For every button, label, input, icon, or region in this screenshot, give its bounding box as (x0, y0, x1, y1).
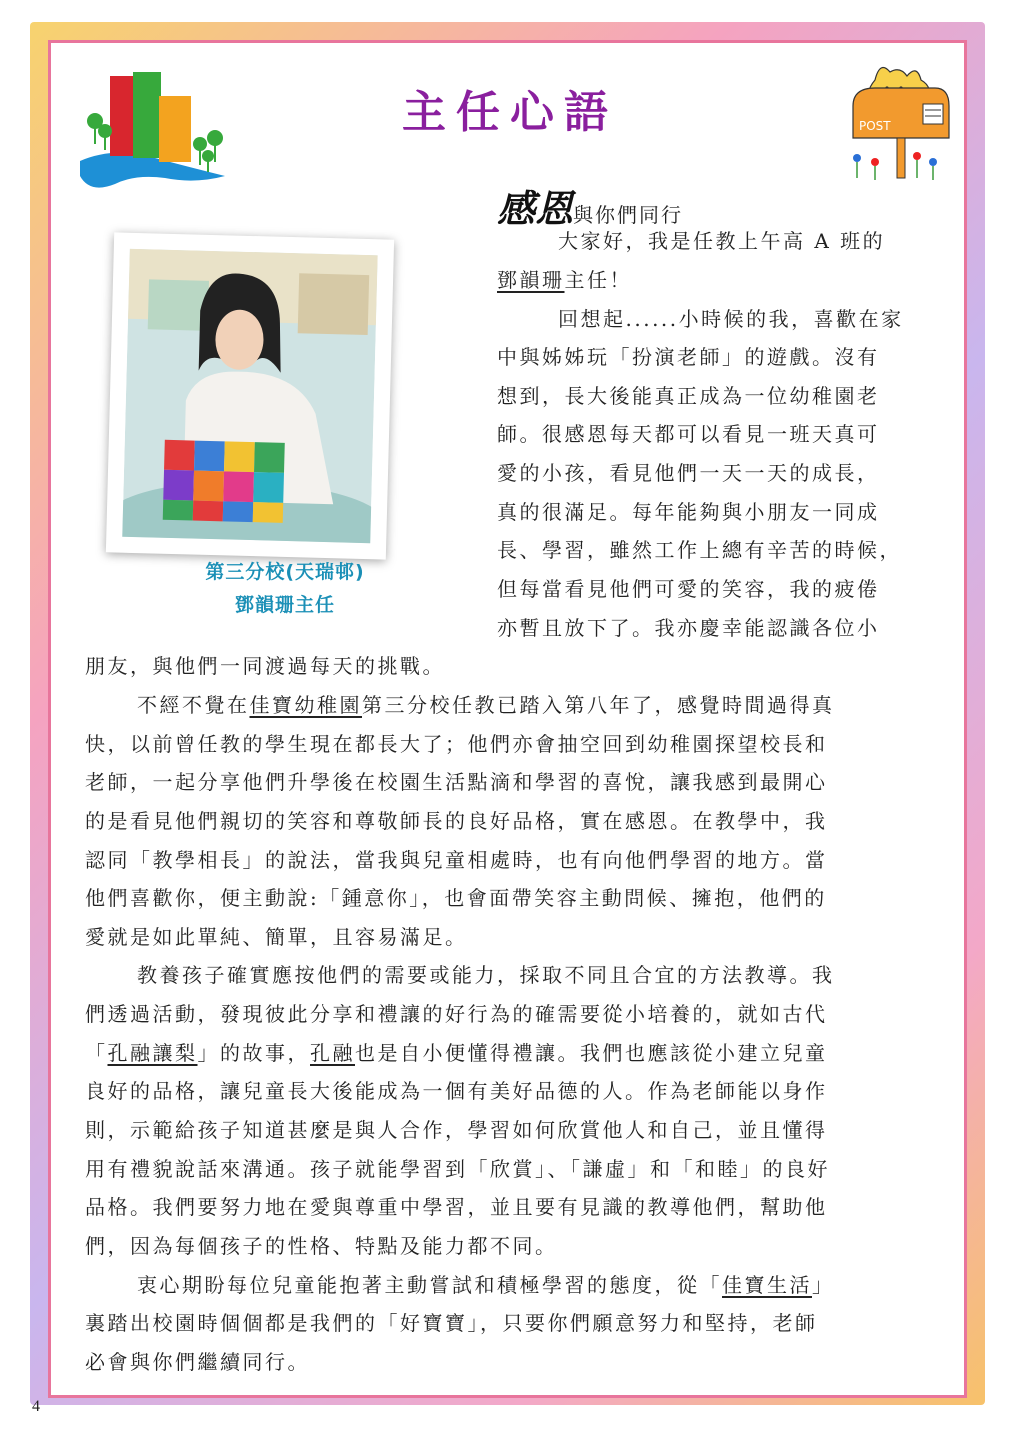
school-name: 佳寶幼稚園 (249, 693, 362, 717)
text-line: 用有禮貌說話來溝通。孩子就能學習到「欣賞」、「謙虛」和「和睦」的良好 (85, 1157, 830, 1181)
text-line: 則，示範給孩子知道甚麼是與人合作，學習如何欣賞他人和自己，並且懂得 (85, 1118, 828, 1142)
text-line: 長、學習，雖然工作上總有辛苦的時候， (497, 538, 902, 562)
text-line: 快，以前曾任教的學生現在都長大了；他們亦會抽空回到幼稚園探望校長和 (85, 732, 828, 756)
person-name: 孔融 (310, 1041, 355, 1065)
heading-emphasis: 感恩 (497, 186, 574, 231)
text-line: 師。很感恩每天都可以看見一班天真可 (497, 422, 880, 446)
heading-rest: 與你們同行 (573, 203, 684, 227)
text-line: 亦暫且放下了。我亦慶幸能認識各位小 (497, 616, 880, 640)
text-line: 鄧韻珊主任！ (497, 268, 632, 292)
text-line: 的是看見他們親切的笑容和尊敬師長的良好品格，實在感恩。在教學中，我 (85, 809, 828, 833)
text-line: 他們喜歡你，便主動說:「鍾意你」，也會面帶笑容主動問候、擁抱，他們的 (85, 886, 827, 910)
text-line: 但每當看見他們可愛的笑容，我的疲倦 (497, 577, 880, 601)
books-logo-icon (75, 66, 235, 196)
page-title: 主任心語 (402, 87, 618, 138)
text-line: 中與姊姊玩「扮演老師」的遊戲。沒有 (497, 345, 880, 369)
text-line: 想到，長大後能真正成為一位幼稚園老 (497, 384, 880, 408)
text-line: 認同「教學相長」的說法，當我與兒童相處時，也有向他們學習的地方。當 (85, 848, 828, 872)
text-line: 真的很滿足。每年能夠與小朋友一同成 (497, 500, 880, 524)
text-line: 衷心期盼每位兒童能抱著主動嘗試和積極學習的態度，從「佳寶生活」 (137, 1273, 835, 1297)
text-line: 品格。我們要努力地在愛與尊重中學習，並且要有見識的教導他們，幫助他 (85, 1195, 828, 1219)
text-line: 大家好，我是任教上午高 A 班的 (558, 229, 886, 253)
text-line: 老師，一起分享他們升學後在校園生活點滴和學習的喜悅，讓我感到最開心 (85, 770, 828, 794)
teacher-name: 鄧韻珊 (497, 268, 565, 292)
post-label: POST (859, 119, 891, 133)
text-line: 教養孩子確實應按他們的需要或能力，採取不同且合宜的方法教導。我 (137, 963, 835, 987)
text-line: 回想起......小時候的我，喜歡在家 (558, 307, 904, 331)
caption-school: 第三分校(天瑞邨) (205, 561, 365, 583)
text-line: 裏踏出校園時個個都是我們的「好寶寶」，只要你們願意努力和堅持，老師 (85, 1311, 818, 1335)
photo-image (122, 249, 377, 543)
story-name: 孔融讓梨 (107, 1041, 198, 1065)
text-line: 愛就是如此單純、簡單，且容易滿足。 (85, 925, 468, 949)
page-number: 4 (32, 1398, 40, 1415)
text-line: 良好的品格，讓兒童長大後能成為一個有美好品德的人。作為老師能以身作 (85, 1079, 828, 1103)
text-line: 「孔融讓梨」的故事，孔融也是自小便懂得禮讓。我們也應該從小建立兒童 (85, 1041, 828, 1065)
text-line: 愛的小孩，看見他們一天一天的成長， (497, 461, 880, 485)
text-line: 不經不覺在佳寶幼稚園第三分校任教已踏入第八年了，感覺時間過得真 (137, 693, 835, 717)
text-line: 必會與你們繼續同行。 (85, 1350, 310, 1374)
text-line: 朋友，與他們一同渡過每天的挑戰。 (85, 654, 445, 678)
caption-name: 鄧韻珊主任 (234, 594, 335, 616)
mailbox-cat-icon (845, 58, 955, 183)
teacher-photo (106, 232, 394, 559)
text-line: 們，因為每個孩子的性格、特點及能力都不同。 (85, 1234, 558, 1258)
photo-caption (150, 556, 420, 622)
life-term: 佳寶生活 (722, 1273, 812, 1297)
text-line: 們透過活動，發現彼此分享和禮讓的好行為的確需要從小培養的，就如古代 (85, 1002, 828, 1026)
